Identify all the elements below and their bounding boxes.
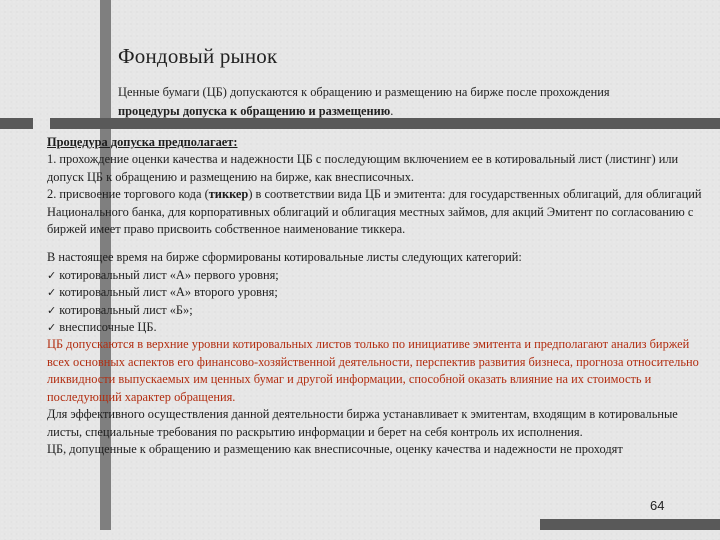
list-item: ✓ внесписочные ЦБ. xyxy=(47,320,157,335)
check-icon: ✓ xyxy=(47,321,57,335)
lists-intro: В настоящее время на бирже сформированы котировальные листы следующих категорий: xyxy=(47,250,522,265)
paragraph-3: ЦБ, допущенные к обращению и размещению как внесписочные, оценку качества и надежности не проходят xyxy=(47,441,623,456)
item-2-part-a: 2. присвоение торгового кода ( xyxy=(47,187,209,202)
list-item: ✓ котировальный лист «А» второго уровня; xyxy=(47,285,278,300)
check-icon: ✓ xyxy=(47,303,57,317)
item-1: 1. прохождение оценки качества и надежности ЦБ с последующим включением ее в котировальный лист (листинг) или допуск ЦБ к обращению и размещению на бирже, как внесписочных. xyxy=(47,152,679,184)
slide-body xyxy=(47,134,707,458)
decor-bar-bottom xyxy=(540,519,720,530)
decor-bar-left xyxy=(0,118,33,129)
red-paragraph: ЦБ допускаются в верхние уровни котировальных листов только по инициативе эмитента и предполагают анализ биржей всех основных аспектов его финансово-хозяйственной деятельности, перспектив развития бизнеса, прогноза относительно ликвидности выпускаемых им ценных бумаг и другой информации, способной оказать влияние на их стоимость и последующий характер обращения. xyxy=(47,337,699,404)
check-icon: ✓ xyxy=(47,268,57,282)
list-item: ✓ котировальный лист «А» первого уровня; xyxy=(47,267,279,282)
paragraph-2: Для эффективного осуществления данной деятельности биржа устанавливает к эмитентам, входящим в котировальные листы, специальные требования по раскрытию информации и берет на себя контроль их исполнения. xyxy=(47,407,678,439)
item-2 xyxy=(47,186,707,238)
intro-line-2 xyxy=(118,102,708,121)
intro-bold: процедуры допуска к обращению и размещению xyxy=(118,104,391,118)
list-item: ✓ котировальный лист «Б»; xyxy=(47,302,193,317)
intro-text xyxy=(118,83,708,121)
intro-period: . xyxy=(390,104,394,118)
slide-title: Фондовый рынок xyxy=(118,44,278,68)
item-2-part-b: ) в соответствии вида ЦБ и эмитента: для государственных облигаций, для облигаций Национального банка, для корпоративных облигаций и облигация местных займов, для акций Эмитент по согласованию с биржей имеет право присвоить собственное наименование тиккера. xyxy=(47,187,702,237)
procedure-heading: Процедура допуска предполагает: xyxy=(47,135,238,149)
check-icon: ✓ xyxy=(47,286,57,300)
page-number: 64 xyxy=(650,498,665,513)
ticker-term: тиккер xyxy=(208,187,249,202)
intro-line-1: Ценные бумаги (ЦБ) допускаются к обращению и размещению на бирже после прохождения xyxy=(118,85,610,99)
